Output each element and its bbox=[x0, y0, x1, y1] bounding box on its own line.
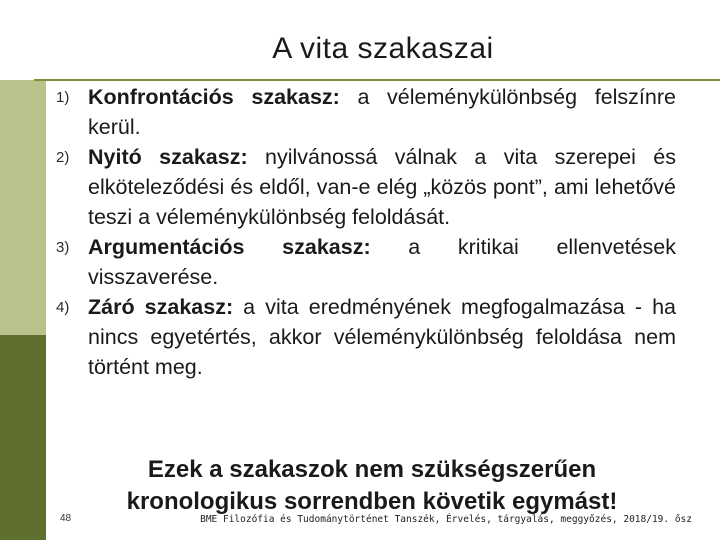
stage-item-3 bbox=[56, 232, 676, 292]
stage-list bbox=[56, 82, 676, 382]
stage-text: a kritikai ellenvetések visszaverése. bbox=[88, 235, 676, 289]
title-underline bbox=[34, 79, 720, 81]
stage-text: nyilvánossá válnak a vita szerepei és elköteleződési és eldől, van-e elég „közös pont”, ami lehetővé teszi a véleménykülönbség feloldását. bbox=[88, 145, 677, 229]
stage-number: 4) bbox=[56, 299, 70, 316]
stage-number: 1) bbox=[56, 89, 70, 106]
footer-credit: BME Filozófia és Tudománytörténet Tanszék, Érvelés, tárgyalás, meggyőzés, 2018/19. ősz bbox=[200, 514, 692, 525]
side-accent-bar bbox=[0, 0, 46, 540]
stage-text: a vita eredményének megfogalmazása - ha nincs egyetértés, akkor véleménykülönbség feloldása nem történt meg. bbox=[88, 295, 676, 379]
stage-item-4 bbox=[56, 292, 676, 382]
stage-number: 3) bbox=[56, 239, 70, 256]
stage-lead: Záró szakasz: bbox=[88, 295, 234, 319]
stage-item-1 bbox=[56, 82, 676, 142]
side-bar-dark-segment bbox=[0, 335, 46, 540]
slide-title: A vita szakaszai bbox=[272, 32, 494, 65]
stage-number: 2) bbox=[56, 149, 70, 166]
key-statement: Ezek a szakaszok nem szükségszerűen kronologikus sorrendben követik egymást! bbox=[126, 456, 618, 515]
side-bar-light-segment bbox=[0, 80, 46, 335]
stage-lead: Nyitó szakasz: bbox=[88, 145, 248, 169]
stage-lead: Argumentációs szakasz: bbox=[88, 235, 371, 259]
side-bar-top-segment bbox=[0, 0, 46, 80]
stage-lead: Konfrontációs szakasz: bbox=[88, 85, 340, 109]
page-number: 48 bbox=[60, 513, 72, 524]
stage-text: a véleménykülönbség felszínre kerül. bbox=[88, 85, 676, 139]
stage-item-2 bbox=[56, 142, 676, 232]
